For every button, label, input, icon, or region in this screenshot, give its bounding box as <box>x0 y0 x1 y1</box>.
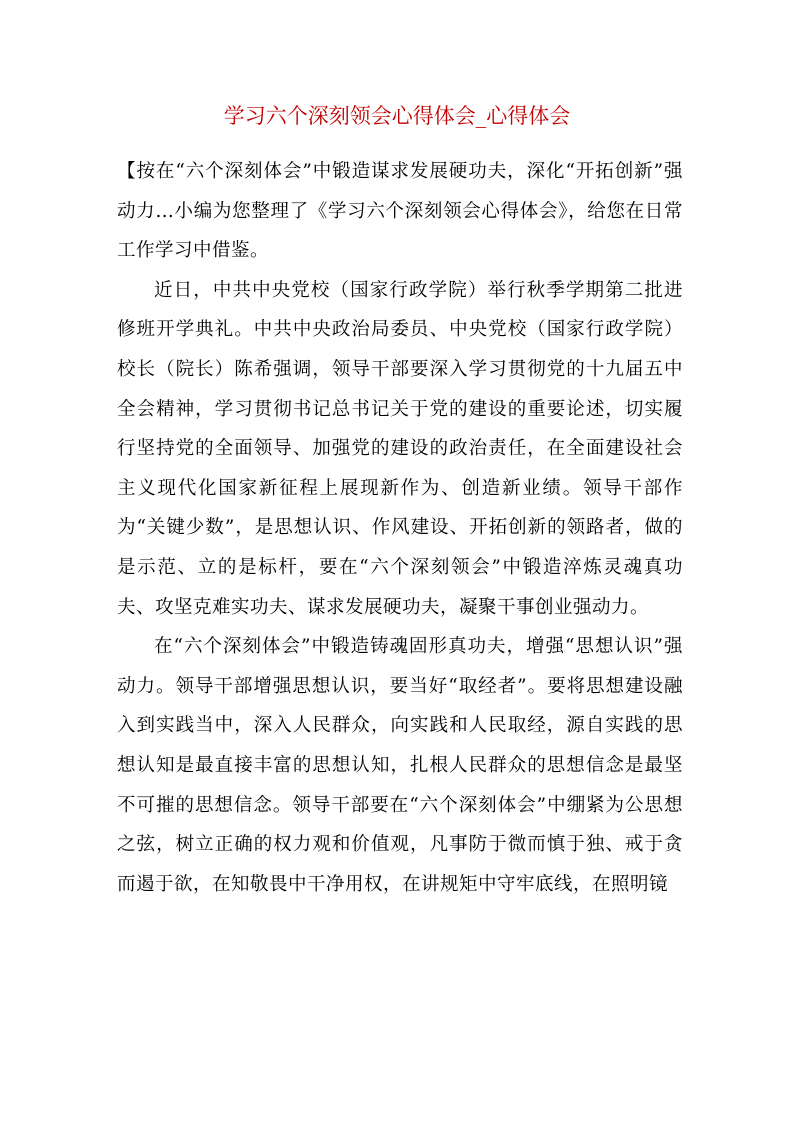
body-paragraph: 在“六个深刻体会”中锻造铸魂固形真功夫，增强“思想认识”强动力。领导干部增强思想认识，要当好“取经者”。要将思想建设融入到实践当中，深入人民群众，向实践和人民取经，源自实践的思想认知是最直接丰富的思想认知，扎根人民群众的思想信念是最坚不可摧的思想信念。领导干部要在“六个深刻体会”中绷紧为公思想之弦，树立正确的权力观和价值观，凡事防于微而慎于独、戒于贪而遏于欲，在知敬畏中干净用权，在讲规矩中守牢底线，在照明镜 <box>117 636 683 895</box>
intro-paragraph: 【按在“六个深刻体会”中锻造谋求发展硬功夫，深化“开拓创新”强动力…小编为您整理了《学习六个深刻领会心得体会》，给您在日常工作学习中借鉴。 <box>117 161 683 262</box>
document-body <box>117 152 683 904</box>
document-title: 学习六个深刻领会心得体会_心得体会 <box>223 104 571 128</box>
body-paragraph: 近日，中共中央党校（国家行政学院）举行秋季学期第二批进修班开学典礼。中共中央政治局委员、中央党校（国家行政学院）校长（院长）陈希强调，领导干部要深入学习贯彻党的十九届五中全会精神，学习贯彻书记总书记关于党的建设的重要论述，切实履行坚持党的全面领导、加强党的建设的政治责任，在全面建设社会主义现代化国家新征程上展现新作为、创造新业绩。领导干部作为“关键少数”，是思想认识、作风建设、开拓创新的领路者，做的是示范、立的是标杆，要在“六个深刻领会”中锻造淬炼灵魂真功夫、攻坚克难实功夫、谋求发展硬功夫，凝聚干事创业强动力。 <box>117 279 683 618</box>
